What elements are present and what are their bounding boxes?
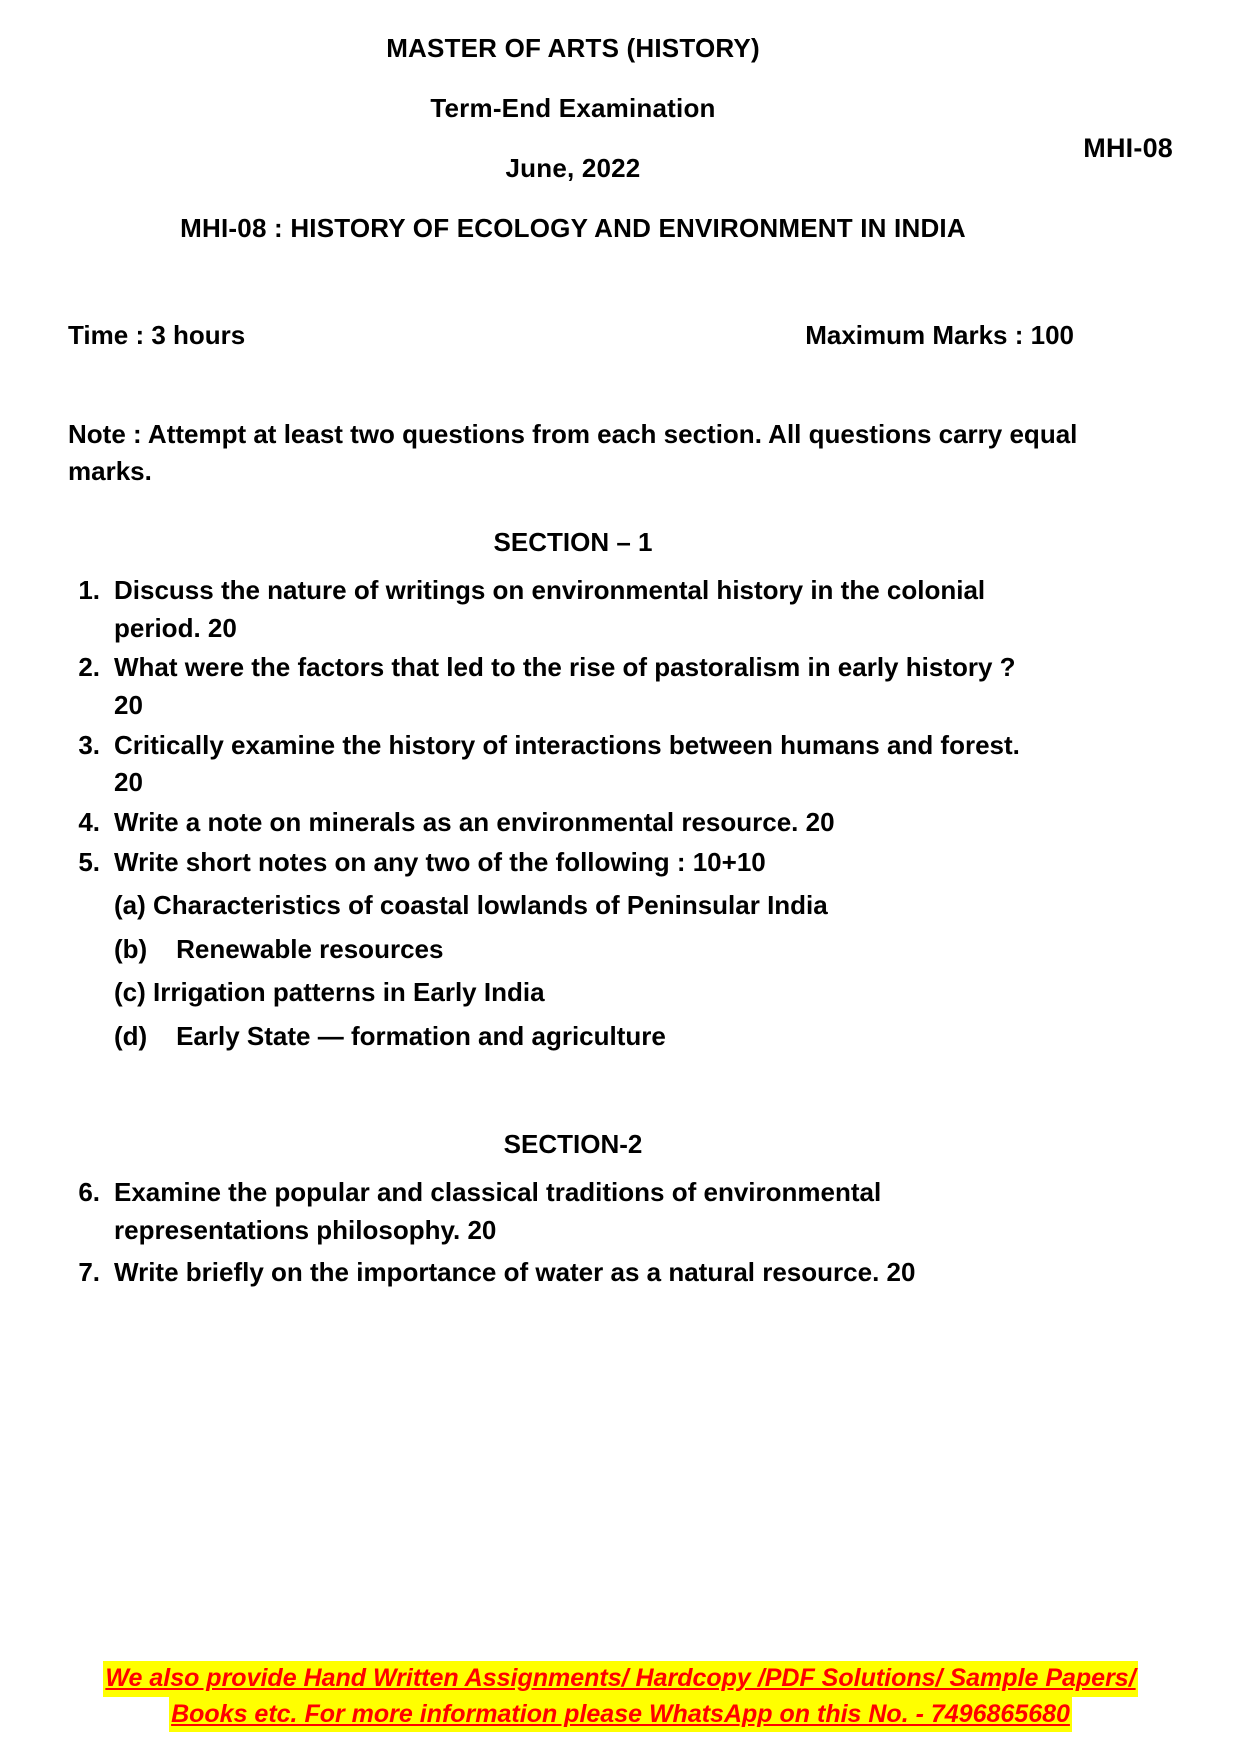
section-heading-1: SECTION – 1 (493, 526, 653, 557)
question-item (68, 1174, 1078, 1249)
promo-footer-line-1: We also provide Hand Written Assignments/ Hardcopy /PDF Solutions/ Sample Papers/ (103, 1661, 1137, 1697)
question-item (68, 1254, 1078, 1292)
question-item (68, 844, 1078, 1056)
subitem-label: (d) (114, 1020, 177, 1051)
subitem-text: Irrigation patterns in Early India (153, 977, 545, 1008)
subitem-text: Characteristics of coastal lowlands of Peninsular India (153, 890, 828, 921)
promo-footer (0, 1661, 1241, 1732)
question-text: What were the factors that led to the rise of pastoralism in early history ? 20 (114, 652, 1016, 720)
exam-session: June, 2022 (505, 153, 641, 183)
question-item (68, 649, 1078, 724)
question-number: 7. (78, 1256, 100, 1287)
question-number: 4. (78, 806, 100, 837)
question-number: 6. (78, 1177, 100, 1208)
subject-title: MHI-08 : HISTORY OF ECOLOGY AND ENVIRONMENT IN INDIA (180, 213, 966, 243)
subitem-label: (c) (114, 977, 153, 1008)
exam-meta-row (68, 320, 1078, 351)
exam-type: Term-End Examination (430, 93, 716, 123)
question-text: Discuss the nature of writings on environmental history in the colonial period. 20 (114, 574, 986, 643)
maximum-marks: Maximum Marks : 100 (805, 320, 1074, 350)
question-subitem (114, 973, 1049, 1011)
question-item (68, 572, 1078, 647)
question-text: Write briefly on the importance of water as a natural resource. 20 (114, 1256, 916, 1287)
question-item (68, 727, 1078, 802)
subitem-label: (b) (114, 933, 177, 964)
exam-note: Note : Attempt at least two questions from each section. All questions carry equal marks. (68, 419, 1078, 486)
question-text: Examine the popular and classical traditions of environmental representations philosophy. 20 (114, 1177, 882, 1245)
programme-title: MASTER OF ARTS (HISTORY) (386, 33, 760, 63)
exam-duration: Time : 3 hours (68, 320, 246, 350)
question-text: Critically examine the history of interactions between humans and forest. 20 (114, 729, 1020, 798)
question-subitem (114, 930, 1049, 968)
paper-code: MHI-08 (1083, 133, 1173, 163)
question-list-section-1 (68, 572, 1078, 1055)
question-item (68, 804, 1078, 842)
question-subitem (114, 1017, 1049, 1055)
document-body (68, 0, 1078, 1291)
promo-footer-row-1 (0, 1661, 1241, 1697)
subitem-label: (a) (114, 890, 153, 921)
question-number: 3. (78, 729, 100, 760)
question-subitem-list (114, 886, 1049, 1055)
question-number: 1. (78, 574, 100, 605)
promo-footer-line-2: Books etc. For more information please WhatsApp on this No. - 7496865680 (169, 1697, 1072, 1733)
subitem-text: Renewable resources (176, 933, 444, 964)
subitem-text: Early State — formation and agriculture (176, 1020, 666, 1051)
question-text: Write short notes on any two of the following : 10+10 (114, 846, 766, 877)
question-number: 5. (78, 846, 100, 877)
promo-footer-row-2 (0, 1697, 1241, 1733)
section-heading-2: SECTION-2 (503, 1129, 643, 1160)
question-list-section-2 (68, 1174, 1078, 1291)
question-subitem (114, 886, 1049, 924)
question-number: 2. (78, 652, 100, 683)
question-text: Write a note on minerals as an environmental resource. 20 (114, 806, 835, 837)
question-text-with-subitems (114, 844, 1049, 1056)
